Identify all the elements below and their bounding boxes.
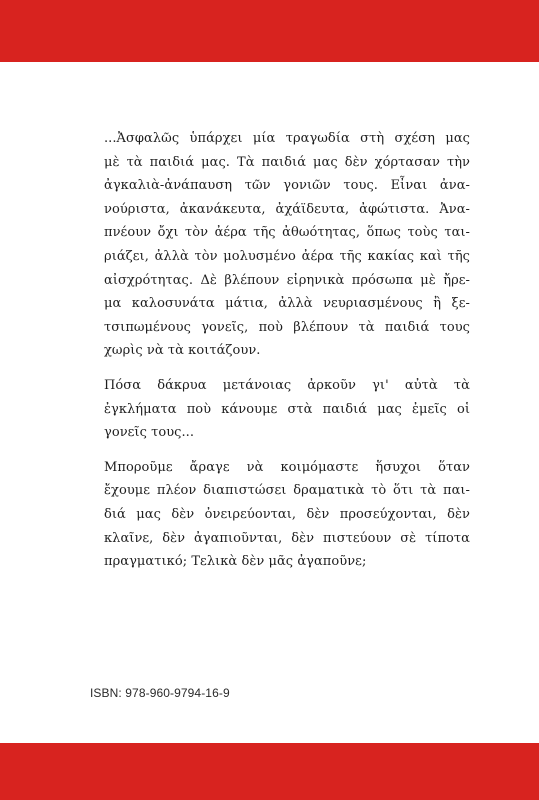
text-line: πραγματικό; Τελικὰ δὲν μᾶς ἀγαποῦνε; xyxy=(104,554,367,570)
text-line: πνέουν ὄχι τὸν ἀέρα τῆς ἀθωότητας, ὅπως τοὺς ται- xyxy=(104,225,470,241)
text-line: τσιπωμένους γονεῖς, ποὺ βλέπουν τὰ παιδιά τους xyxy=(104,319,470,335)
text-line: κλαῖνε, δὲν ἀγαπιοῦνται, δὲν πιστεύουν σὲ τίποτα xyxy=(104,530,470,546)
back-cover-text xyxy=(90,127,470,585)
paragraph-1 xyxy=(90,127,470,363)
top-red-band xyxy=(0,0,539,62)
text-line: ἔχουμε πλέον διαπιστώσει δραματικὰ τὸ ὅτι τὰ παι- xyxy=(104,483,470,499)
paragraph-2 xyxy=(90,374,470,445)
text-line: ριάζει, ἀλλὰ τὸν μολυσμένο ἀέρα τῆς κακίας καὶ τῆς xyxy=(104,248,470,264)
paragraph-3 xyxy=(90,456,470,574)
text-line: ἐγκλήματα ποὺ κάνουμε στὰ παιδιά μας ἐμεῖς οἱ xyxy=(104,401,470,417)
bottom-red-band xyxy=(0,743,539,800)
text-line: διά μας δὲν ὀνειρεύονται, δὲν προσεύχονται, δὲν xyxy=(104,506,470,522)
text-line: μα καλοσυνάτα μάτια, ἀλλὰ νευριασμένους ἢ ξε- xyxy=(104,296,470,312)
isbn-label: ISBN: 978-960-9794-16-9 xyxy=(90,686,230,700)
text-line: Πόσα δάκρυα μετάνοιας ἀρκοῦν γι' αὐτὰ τὰ xyxy=(104,377,470,393)
text-line: ...Ἀσφαλῶς ὑπάρχει μία τραγωδία στὴ σχέση μας xyxy=(104,131,470,146)
text-line: ἀγκαλιὰ-ἀνάπαυση τῶν γονιῶν τους. Εἶναι ἀνα- xyxy=(104,178,470,194)
text-line: αἰσχρότητας. Δὲ βλέπουν εἰρηνικὰ πρόσωπα μὲ ἤρε- xyxy=(104,272,470,288)
text-line: γονεῖς τους... xyxy=(104,425,195,441)
text-line: χωρὶς νὰ τὰ κοιτάζουν. xyxy=(104,343,261,359)
text-line: Μποροῦμε ἄραγε νὰ κοιμόμαστε ἥσυχοι ὅταν xyxy=(104,459,470,475)
text-line: νούριστα, ἀκανάκευτα, ἀχάϊδευτα, ἀφώτιστα. Ἀνα- xyxy=(104,201,470,217)
text-line: μὲ τὰ παιδιά μας. Τὰ παιδιά μας δὲν χόρτασαν τὴν xyxy=(104,154,470,170)
